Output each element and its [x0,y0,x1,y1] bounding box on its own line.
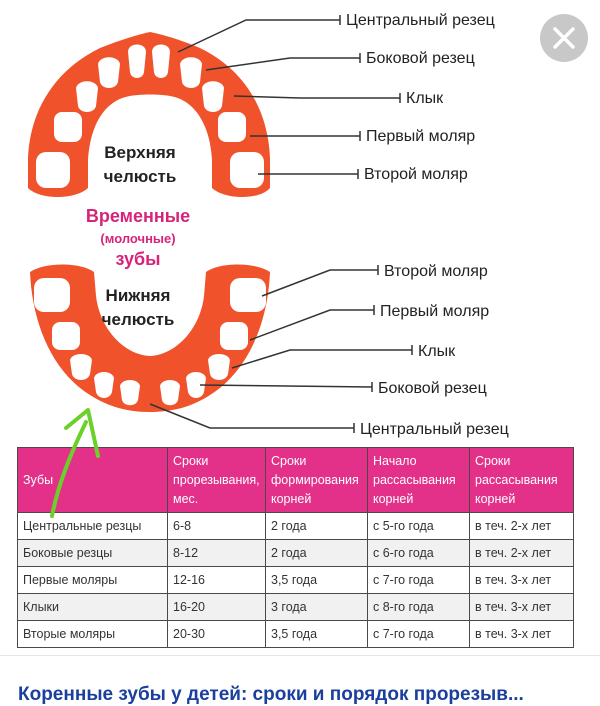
related-article-link[interactable]: Коренные зубы у детей: сроки и порядок прорезыв... [18,684,524,705]
table-cell: Боковые резцы [18,540,168,567]
eruption-table-container [17,447,573,648]
table-cell: Клыки [18,594,168,621]
table-cell: в теч. 3-х лет [470,567,574,594]
table-header-cell: Сроки рассасывания корней [470,448,574,513]
table-cell: 2 года [266,513,368,540]
lower-callout-ticks [354,265,412,433]
table-cell: с 8-го года [368,594,470,621]
upper-callout-first-molar: Первый моляр [366,128,476,145]
table-header-row [18,448,574,513]
table-cell: 12-16 [168,567,266,594]
upper-callout-lateral-incisor: Боковой резец [366,50,475,67]
table-header-cell: Сроки формирования корней [266,448,368,513]
table-cell: 2 года [266,540,368,567]
close-icon [540,14,588,62]
lower-callout-first-molar: Первый моляр [380,303,490,320]
lower-jaw-label-line1: Нижняя [105,286,171,305]
upper-callout-ticks [340,15,400,179]
upper-callout-central-incisor: Центральный резец [346,12,495,29]
table-cell: 3,5 года [266,621,368,648]
table-header-cell: Зубы [18,448,168,513]
table-row [18,621,574,648]
lower-callout-central-incisor: Центральный резец [360,421,509,438]
eruption-table [17,447,574,648]
lower-jaw-label-line2: челюсть [101,310,175,329]
table-row [18,567,574,594]
table-cell: Вторые моляры [18,621,168,648]
upper-callout-second-molar: Второй моляр [364,166,468,183]
table-header-cell: Начало рассасывания корней [368,448,470,513]
table-cell: 16-20 [168,594,266,621]
divider [0,655,600,656]
upper-jaw-label-line1: Верхняя [104,143,176,162]
upper-jaw-label-line2: челюсть [103,167,177,186]
center-title-line3: зубы [115,249,161,269]
table-cell: с 6-го года [368,540,470,567]
table-cell: Первые моляры [18,567,168,594]
table-cell: с 7-го года [368,567,470,594]
table-cell: с 5-го года [368,513,470,540]
center-title-line2: (молочные) [100,231,176,246]
table-cell: 6-8 [168,513,266,540]
table-header-cell: Сроки прорезывания, мес. [168,448,266,513]
center-title-line1: Временные [85,206,191,226]
lower-callout-second-molar: Второй моляр [384,263,488,280]
table-cell: 8-12 [168,540,266,567]
close-button[interactable] [540,14,588,62]
lower-callout-canine: Клык [418,343,456,360]
table-cell: 20-30 [168,621,266,648]
table-cell: в теч. 2-х лет [470,540,574,567]
table-row [18,513,574,540]
table-cell: в теч. 3-х лет [470,594,574,621]
table-row [18,540,574,567]
lower-callout-lateral-incisor: Боковой резец [378,380,487,397]
upper-callout-canine: Клык [406,90,444,107]
table-cell: в теч. 3-х лет [470,621,574,648]
table-cell: 3,5 года [266,567,368,594]
table-cell: в теч. 2-х лет [470,513,574,540]
table-cell: 3 года [266,594,368,621]
table-cell: с 7-го года [368,621,470,648]
table-row [18,594,574,621]
table-cell: Центральные резцы [18,513,168,540]
